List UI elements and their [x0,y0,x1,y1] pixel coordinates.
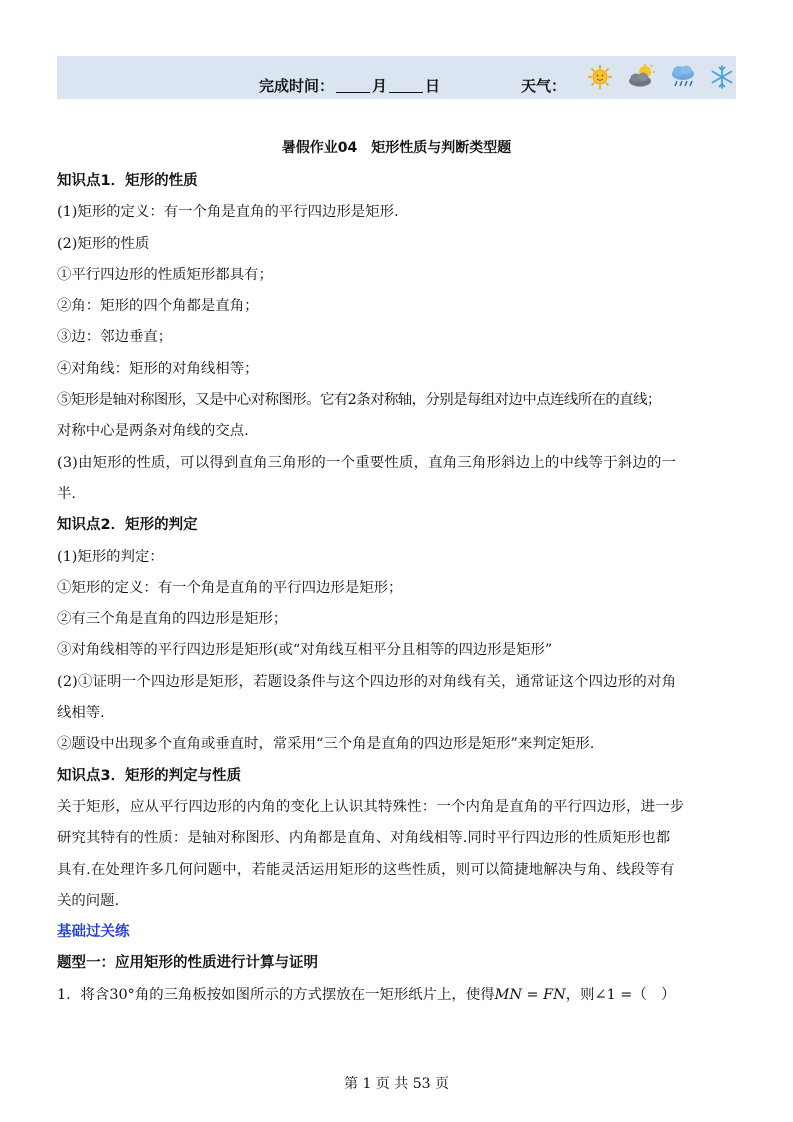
k3-line-4: 关的问题. [57,892,120,909]
completion-time [259,75,440,96]
question-1-text: 1．将含30°角的三角板按如图所示的方式摆放在一矩形纸片上，使得 [57,986,495,1003]
k1-line-5: ③边：邻边垂直； [57,329,173,346]
month-label: 月 [372,77,388,95]
k2-line-4: ③对角线相等的平行四边形是矩形(或“对角线互相平分且相等的四边形是矩形” [57,642,553,659]
k1-line-6: ④对角线：矩形的对角线相等； [57,360,259,377]
k3-line-2: 研究其特有的性质：是轴对称图形、内角都是直角、对角线相等.同时平行四边形的性质矩形也都 [57,830,671,847]
practice-heading: 基础过关练 [57,924,130,941]
question-1-math: MN = FN [494,986,566,1003]
k3-line-1: 关于矩形，应从平行四边形的内角的变化上认识其特殊性：一个内角是直角的平行四边形，进一步 [57,798,685,815]
k2-line-5: (2)①证明一个四边形是矩形，若题设条件与这个四边形的对角线有关，通常证这个四边形的对角 [57,673,677,690]
k1-line-7: ⑤矩形是轴对称图形，又是中心对称图形。它有2条对称轴，分别是每组对边中点连线所在的直线； [57,392,661,409]
k1-line-4: ②角：矩形的四个角都是直角； [57,298,259,315]
header-bar [57,56,736,99]
header-content [57,56,736,99]
k2-line-2: ①矩形的定义：有一个角是直角的平行四边形是矩形； [57,579,403,596]
day-blank [389,78,423,93]
section-heading-k2: 知识点2．矩形的判定 [57,517,198,534]
k2-line-1: (1)矩形的判定： [57,548,164,565]
document-body [57,166,737,1011]
page-footer: 第 1 页 共 53 页 [344,1076,449,1092]
rain-icon [669,64,697,90]
k1-line-1: (1)矩形的定义：有一个角是直角的平行四边形是矩形. [57,204,399,221]
k1-line-9: (3)由矩形的性质，可以得到直角三角形的一个重要性质，直角三角形斜边上的中线等于斜边的一 [57,454,677,471]
time-label: 完成时间： [259,77,335,95]
k2-line-7: ②题设中出现多个直角或垂直时，常采用“三个角是直角的四边形是矩形”来判定矩形. [57,736,595,753]
snow-icon [709,64,735,90]
day-label: 日 [425,77,441,95]
question-1 [57,980,737,1011]
partly-cloudy-icon [627,64,657,90]
k1-line-8: 对称中心是两条对角线的交点. [57,423,249,440]
section-heading-k1: 知识点1．矩形的性质 [57,173,198,189]
page-title: 暑假作业04 矩形性质与判断类型题 [281,140,512,156]
k1-line-3: ①平行四边形的性质矩形都具有； [57,266,273,283]
k3-line-3: 具有.在处理许多几何问题中，若能灵活运用矩形的这些性质，则可以简捷地解决与角、线段等有 [57,861,675,878]
month-blank [336,78,370,93]
question-type-heading: 题型一：应用矩形的性质进行计算与证明 [57,955,318,972]
sunny-icon [587,64,613,90]
weather-label: 天气： [521,77,567,95]
section-heading-k3: 知识点3．矩形的判定与性质 [57,767,242,784]
k2-line-3: ②有三个角是直角的四边形是矩形； [57,611,288,628]
k1-line-10: 半. [57,485,76,502]
k2-line-6: 线相等. [57,705,105,722]
question-1-tail: ，则∠1 =（ ） [565,986,676,1003]
k1-line-2: (2)矩形的性质 [57,235,150,252]
